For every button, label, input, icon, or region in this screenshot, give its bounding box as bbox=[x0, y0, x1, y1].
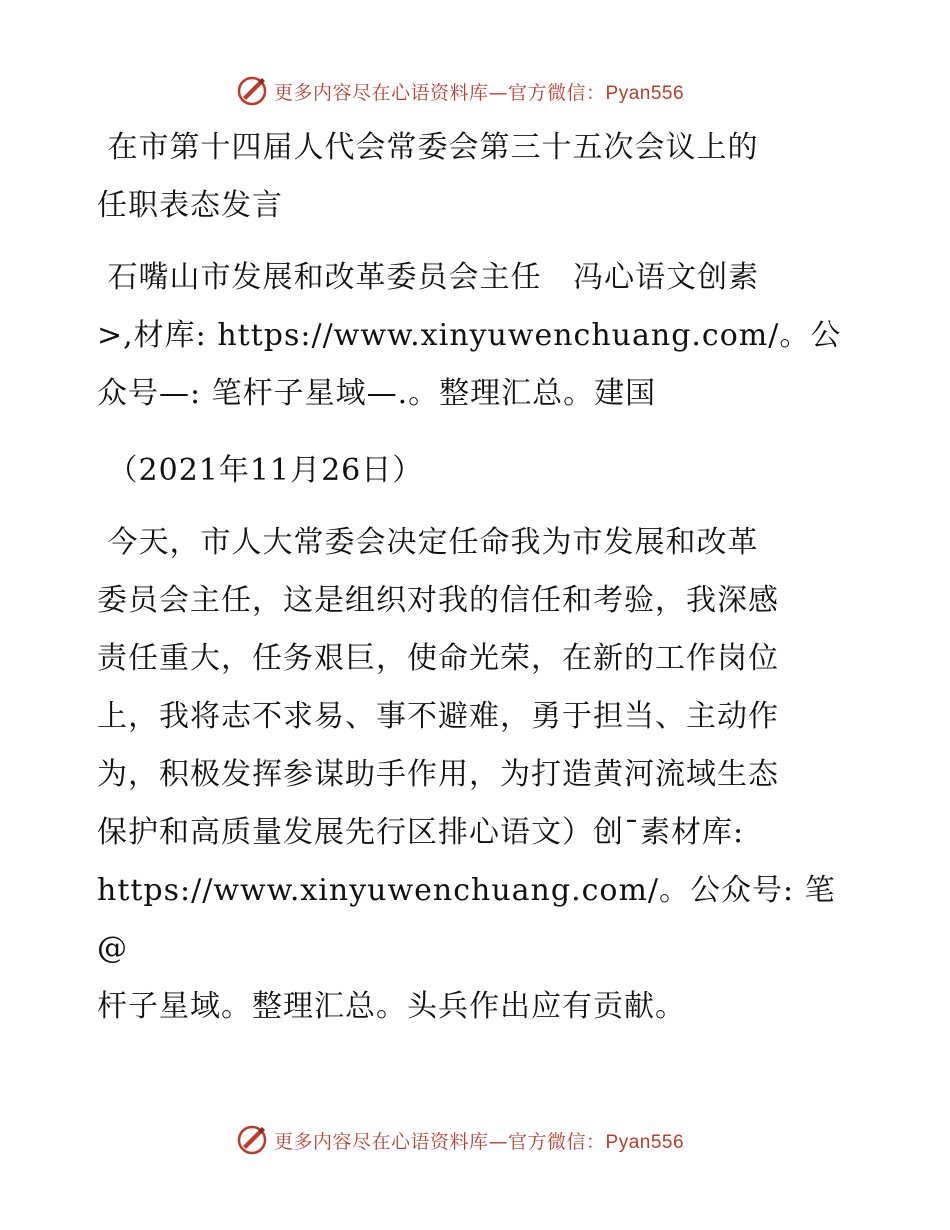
author-line: 石嘴山市发展和改革委员会主任 冯心语文创素 >,材库: https://www.xinyuwenchuang.com/。公 众号—: 笔杆子星域—.。整理汇总。建国 bbox=[97, 260, 842, 411]
body-paragraph: 今天，市人大常委会决定任命我为市发展和改革 委员会主任，这是组织对我的信任和考验，我深感 责任重大，任务艰巨，使命光荣，在新的工作岗位 上，我将志不求易、事不避难，勇于担当、主动作 为，积极发挥参谋助手作用，为打造黄河流域生态 保护和高质量发展先行区排心语文）创¯素材库: https://www.xinyuwenchuang.com/。公众号: 笔@ 杆子星域。整理汇总。头兵作出应有贡献。 bbox=[97, 525, 836, 1024]
footer-watermark bbox=[236, 1122, 684, 1158]
document-date: （2021年11月26日） bbox=[97, 453, 424, 488]
header-watermark bbox=[236, 73, 684, 109]
watermark-text: 更多内容尽在心语资料库—官方微信：Pyan556 bbox=[274, 81, 685, 104]
document-title: 在市第十四届人代会常委会第三十五次会议上的 任职表态发言 bbox=[97, 130, 759, 223]
logo-icon bbox=[236, 1124, 268, 1156]
logo-icon bbox=[236, 75, 268, 107]
watermark-handle: Pyan556 bbox=[605, 1131, 685, 1153]
watermark-handle: Pyan556 bbox=[605, 82, 685, 104]
watermark-text: 更多内容尽在心语资料库—官方微信：Pyan556 bbox=[274, 1130, 685, 1153]
